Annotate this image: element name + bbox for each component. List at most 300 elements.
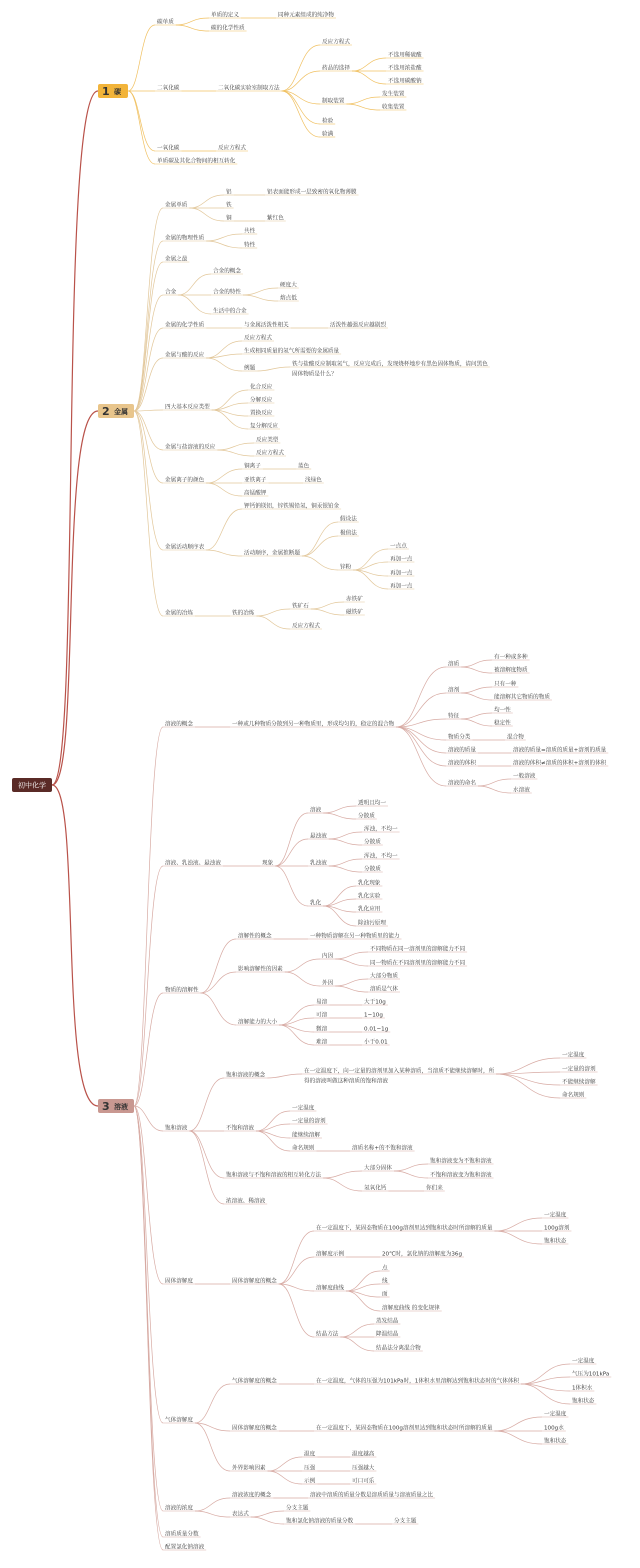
connector <box>394 1171 428 1178</box>
node-m2[interactable]: 金属的物理性质 <box>165 235 205 242</box>
connector <box>178 295 211 314</box>
connector <box>243 295 278 301</box>
node-m9b1[interactable]: 浅绿色 <box>305 477 322 484</box>
branch-number: 1 <box>102 85 110 98</box>
node-s4a3[interactable]: 一定温度 <box>562 1052 585 1059</box>
node-m4a[interactable]: 合金的概念 <box>213 268 241 275</box>
connector <box>461 660 492 667</box>
node-s4a5[interactable]: 不能继续溶解 <box>562 1079 596 1086</box>
node-m10b2[interactable]: 极值法 <box>340 530 357 537</box>
node-m1c1[interactable]: 紫红色 <box>267 215 284 222</box>
connector <box>134 1106 163 1511</box>
connector <box>478 779 511 786</box>
node-s3c3[interactable]: 微溶 <box>316 1026 328 1033</box>
node-m10b3d[interactable]: 再加一点 <box>390 583 413 590</box>
node-s4c1b[interactable]: 不饱和溶液变为饱和溶液 <box>430 1172 492 1179</box>
connector <box>178 274 211 295</box>
node-c1b[interactable]: 碳的化学性质 <box>211 25 245 32</box>
node-s2a1[interactable]: 溶液 <box>310 807 322 814</box>
node-s1a4[interactable]: 物质分类 <box>448 734 471 741</box>
node-s1a3a[interactable]: 均一性 <box>494 707 511 714</box>
connector <box>128 91 155 164</box>
node-s2a4d[interactable]: 除油污原理 <box>358 920 386 927</box>
node-s9[interactable]: 配置氯化钠溶液 <box>165 1544 205 1551</box>
node-s1a1[interactable]: 溶质 <box>448 661 460 668</box>
node-s2a2a[interactable]: 浑浊，不均一 <box>364 826 398 833</box>
connector <box>195 1423 230 1471</box>
node-c3a[interactable]: 反应方程式 <box>218 145 246 152</box>
connector <box>206 550 242 556</box>
node-s2[interactable]: 溶液、乳浊液、悬浊液 <box>165 860 221 867</box>
node-c2a2b[interactable]: 不选用浓盐酸 <box>388 65 422 72</box>
node-m10[interactable]: 金属活动顺序表 <box>165 544 205 551</box>
connector <box>279 1257 314 1284</box>
node-s4b2[interactable]: 一定量的溶剂 <box>292 1118 326 1125</box>
node-m9[interactable]: 金属离子的颜色 <box>165 477 205 484</box>
node-s2a3a[interactable]: 浑浊，不均一 <box>364 853 398 860</box>
connector <box>206 234 242 241</box>
node-m5a1[interactable]: 活泼性越强反应越剧烈 <box>330 322 386 329</box>
connector <box>461 693 492 700</box>
node-m1c[interactable]: 铜 <box>226 215 232 222</box>
node-s6c3[interactable]: 示例 <box>304 1478 316 1485</box>
node-m8[interactable]: 金属与盐溶液的反应 <box>165 444 216 451</box>
connector <box>189 195 224 208</box>
node-s3c[interactable]: 溶解能力的大小 <box>238 1019 278 1026</box>
node-s1a5[interactable]: 溶液的质量 <box>448 747 476 754</box>
connector <box>461 713 492 719</box>
node-s4a[interactable]: 饱和溶液的概念 <box>226 1072 266 1079</box>
node-s4b[interactable]: 不饱和溶液 <box>226 1125 254 1132</box>
node-s3b[interactable]: 影响溶解性的因素 <box>238 966 283 973</box>
node-s4b4a[interactable]: 溶质名称+的不饱和溶液 <box>352 1145 413 1152</box>
node-c2a3a[interactable]: 发生装置 <box>382 91 405 98</box>
node-m7d[interactable]: 复分解反应 <box>250 423 278 430</box>
connector <box>134 1106 163 1284</box>
node-s4b1[interactable]: 一定温度 <box>292 1105 315 1112</box>
node-m10b3b[interactable]: 再加一点 <box>390 556 413 563</box>
node-s6a1[interactable]: 在一定温度，气体的压强为101kPa时，1体积水里溶解达到饱和状态时的气体体积 <box>316 1378 520 1385</box>
connector <box>206 358 242 371</box>
node-s1a1b[interactable]: 被溶解度物质 <box>494 667 528 674</box>
connector <box>353 549 388 570</box>
node-s3b2[interactable]: 外因 <box>322 980 334 987</box>
branch-label: 碳 <box>114 88 121 96</box>
node-s6c1[interactable]: 温度 <box>304 1451 316 1458</box>
connector <box>195 1511 230 1517</box>
branch-3[interactable] <box>98 1099 134 1113</box>
node-s6a1b[interactable]: 气压为101kPa <box>572 1371 610 1378</box>
connector <box>311 602 344 609</box>
connector <box>134 727 163 1106</box>
connector <box>201 993 236 1025</box>
node-s3b1[interactable]: 内因 <box>322 953 334 960</box>
node-s4a1[interactable]: 在一定温度下，向一定量的溶剂里加入某种溶质，当溶质不能继续溶解时，所 <box>304 1068 495 1075</box>
node-s2a4[interactable]: 乳化 <box>310 900 322 907</box>
node-m10b3[interactable]: 锌粉 <box>340 564 352 571</box>
connector <box>217 443 254 450</box>
node-s2a3[interactable]: 乳浊液 <box>310 860 327 867</box>
node-s4c2a[interactable]: 你们来 <box>426 1185 443 1192</box>
connector <box>323 813 356 819</box>
node-c2a4[interactable]: 检验 <box>322 118 334 125</box>
node-m11a1a[interactable]: 赤铁矿 <box>346 596 363 603</box>
connector <box>353 570 388 589</box>
node-s1a4a[interactable]: 混合物 <box>507 734 524 741</box>
node-s7b2[interactable]: 饱和氯化钠溶液的质量分数 <box>286 1518 354 1525</box>
node-s7[interactable]: 溶液的浓度 <box>165 1505 193 1512</box>
node-s5a1b[interactable]: 100g溶剂 <box>544 1225 570 1232</box>
connector <box>275 839 308 866</box>
connector <box>279 1025 314 1045</box>
node-s3b1b[interactable]: 同一物质在不同溶剂里的溶解能力不同 <box>370 960 466 967</box>
node-s2a3b[interactable]: 分散质 <box>364 866 381 873</box>
node-s1a1a[interactable]: 有一种或多种 <box>494 654 528 661</box>
connector <box>279 1284 314 1337</box>
node-s6a1a[interactable]: 一定温度 <box>572 1358 595 1365</box>
node-s5a2a[interactable]: 20℃时，氯化钠的溶解度为36g <box>382 1251 463 1258</box>
node-s4c[interactable]: 饱和溶液与不饱和溶液的相互转化方法 <box>226 1172 322 1179</box>
connector <box>128 91 155 151</box>
node-m6c[interactable]: 例题 <box>244 365 256 372</box>
node-s6b1a[interactable]: 一定温度 <box>544 1411 567 1418</box>
node-s1a2a[interactable]: 只有一种 <box>494 681 517 688</box>
node-m11a1[interactable]: 铁矿石 <box>292 603 309 610</box>
node-s5[interactable]: 固体溶解度 <box>165 1278 193 1285</box>
node-s1a2[interactable]: 溶剂 <box>448 687 460 694</box>
node-s6c1a[interactable]: 温度越高 <box>352 1451 375 1458</box>
node-m4b[interactable]: 合金的特性 <box>213 289 241 296</box>
node-s6b1[interactable]: 在一定温度下，某固态物质在100g溶剂里达到饱和状态时所溶解的质量 <box>316 1425 493 1432</box>
node-s6b1c[interactable]: 饱和状态 <box>544 1438 567 1445</box>
node-s2a4c[interactable]: 乳化应用 <box>358 906 381 913</box>
node-c2[interactable]: 二氧化碳 <box>157 85 180 92</box>
node-s5a2[interactable]: 溶解度示例 <box>316 1251 344 1258</box>
node-m6c1[interactable]: 铁与盐酸反应制取氢气，反应完成后，发现烧杯地步有黑色固体物质，请问黑色 <box>292 361 488 368</box>
node-m5[interactable]: 金属的化学性质 <box>165 322 205 329</box>
node-m3[interactable]: 金属之最 <box>165 256 188 263</box>
node-s1a7b[interactable]: 水溶液 <box>513 787 530 794</box>
node-s6c3a[interactable]: 可口可乐 <box>352 1478 375 1485</box>
connector <box>521 1364 570 1384</box>
node-s6b[interactable]: 固体溶解度的概念 <box>232 1425 277 1432</box>
node-s3b2a[interactable]: 大部分物质 <box>370 973 398 980</box>
connector <box>176 18 209 25</box>
root-connector <box>52 411 98 785</box>
connector <box>275 866 308 906</box>
node-c2a3[interactable]: 制取装置 <box>322 98 345 105</box>
connector <box>251 1511 284 1517</box>
connector <box>329 866 362 872</box>
connector <box>346 1271 380 1291</box>
node-s3c3a[interactable]: 0.01~1g <box>364 1026 389 1033</box>
connector <box>279 1005 314 1025</box>
connector <box>346 97 380 104</box>
node-s5a4[interactable]: 结晶方法 <box>316 1331 339 1338</box>
connector <box>340 1337 374 1351</box>
node-s3b1a[interactable]: 不同物质在同一溶剂里的溶解能力不同 <box>370 946 466 953</box>
node-s1a[interactable]: 一种或几种物质分散到另一种物质里，形成均匀的，稳定的混合物 <box>232 721 395 728</box>
node-c1a[interactable]: 单质的定义 <box>211 12 239 19</box>
connector <box>311 609 344 615</box>
connector <box>478 786 511 793</box>
connector <box>282 91 320 124</box>
connector <box>521 1384 570 1404</box>
node-s6a1d[interactable]: 饱和状态 <box>572 1398 595 1405</box>
connector <box>323 886 356 906</box>
node-s8[interactable]: 溶质质量分数 <box>165 1531 199 1538</box>
branch-2[interactable] <box>98 404 134 418</box>
connector <box>494 1417 542 1431</box>
node-s4a2[interactable]: 得的溶液叫做这种溶质的饱和溶液 <box>304 1078 388 1085</box>
connector <box>352 58 386 71</box>
node-c3[interactable]: 一氧化碳 <box>157 145 180 152</box>
node-m11[interactable]: 金属的冶炼 <box>165 610 193 617</box>
node-s1a2b[interactable]: 能溶解其它物质的物质 <box>494 694 550 701</box>
node-s5a1c[interactable]: 饱和状态 <box>544 1238 567 1245</box>
connector <box>335 959 368 966</box>
node-m4c[interactable]: 生活中的合金 <box>213 308 247 315</box>
root-connector <box>52 785 98 1106</box>
node-s1a6a[interactable]: 溶液的体积≠溶质的体积+溶剂的体积 <box>513 760 607 767</box>
node-s1a3[interactable]: 特征 <box>448 713 460 720</box>
node-s5a3[interactable]: 溶解度曲线 <box>316 1285 344 1292</box>
node-c2a2c[interactable]: 不选用碳酸钠 <box>388 78 422 85</box>
node-m11a2[interactable]: 反应方程式 <box>292 623 320 630</box>
branch-number: 2 <box>102 405 110 418</box>
connector <box>461 719 492 726</box>
connector-lines <box>52 18 611 1550</box>
node-m10b3a[interactable]: 一点点 <box>390 543 407 550</box>
node-s5a4b[interactable]: 降温结晶 <box>376 1331 399 1338</box>
node-m4b2[interactable]: 熔点低 <box>280 295 297 302</box>
node-s2a2[interactable]: 悬浊液 <box>310 833 327 840</box>
connector <box>189 1078 224 1131</box>
nodes <box>12 11 609 1551</box>
node-m7a[interactable]: 化合反应 <box>250 384 273 391</box>
node-s5a4a[interactable]: 蒸发结晶 <box>376 1318 399 1325</box>
node-s5a3a[interactable]: 点 <box>382 1265 388 1272</box>
connector <box>256 609 290 616</box>
node-m4[interactable]: 合金 <box>165 289 177 296</box>
node-c4[interactable]: 单质碳及其化合物间的相互转化 <box>157 158 236 165</box>
connector <box>134 1106 163 1537</box>
node-s7b1[interactable]: 分支主题 <box>286 1505 309 1512</box>
node-s7a1[interactable]: 溶液中溶质的质量分数是溶质质量与溶液质量之比 <box>310 1492 434 1499</box>
connector <box>243 288 278 295</box>
node-s5a1a[interactable]: 一定温度 <box>544 1212 567 1219</box>
node-s2a4a[interactable]: 乳化现象 <box>358 880 381 887</box>
node-s5a1[interactable]: 在一定温度下，某固态物质在100g溶剂里达到饱和状态时所溶解的质量 <box>316 1225 493 1232</box>
node-s4b4[interactable]: 命名规则 <box>292 1145 315 1152</box>
connector <box>134 410 163 411</box>
connector <box>134 1106 163 1423</box>
connector <box>212 410 248 429</box>
connector <box>134 411 163 616</box>
node-m9b[interactable]: 亚铁离子 <box>244 477 267 484</box>
connector <box>176 25 209 31</box>
connector <box>195 1423 230 1431</box>
node-m10b1[interactable]: 假设法 <box>340 516 357 523</box>
connector <box>396 693 446 727</box>
node-s1a6[interactable]: 溶液的体积 <box>448 760 476 767</box>
node-c2a3b[interactable]: 收集装置 <box>382 104 405 111</box>
connector <box>285 972 320 986</box>
node-m1[interactable]: 金属单质 <box>165 202 188 209</box>
node-m7[interactable]: 四大基本反应类型 <box>165 404 210 411</box>
node-m9a[interactable]: 铜离子 <box>244 463 261 470</box>
node-m4b1[interactable]: 硬度大 <box>280 282 297 289</box>
node-s4c1a[interactable]: 饱和溶液变为不饱和溶液 <box>430 1158 492 1165</box>
node-m9a1[interactable]: 蓝色 <box>298 463 310 470</box>
connector <box>340 1324 374 1337</box>
connector <box>494 1218 542 1231</box>
node-s5a3c[interactable]: 面 <box>382 1291 388 1298</box>
node-s4b3[interactable]: 能继续溶解 <box>292 1132 320 1139</box>
connector <box>323 906 356 926</box>
node-s3c4[interactable]: 难溶 <box>316 1039 328 1046</box>
node-s3c1[interactable]: 易溶 <box>316 999 328 1006</box>
connector <box>394 1164 428 1171</box>
connector <box>335 986 368 992</box>
connector <box>217 450 254 456</box>
node-s4[interactable]: 饱和溶液 <box>165 1125 188 1132</box>
node-s6c2[interactable]: 压强 <box>304 1465 316 1472</box>
node-s4a6[interactable]: 命名规则 <box>562 1092 585 1099</box>
connector <box>496 1074 560 1085</box>
connector <box>134 411 163 483</box>
node-m7b[interactable]: 分解反应 <box>250 397 273 404</box>
node-s1[interactable]: 溶液的概念 <box>165 721 193 728</box>
node-m6b[interactable]: 生成相同质量的氢气所需要的金属质量 <box>244 348 340 355</box>
root-connector <box>52 91 98 785</box>
connector <box>206 241 242 248</box>
connector <box>323 1178 362 1191</box>
connector <box>302 556 338 570</box>
connector <box>496 1074 560 1098</box>
connector <box>494 1231 542 1244</box>
node-m10b[interactable]: 活动顺序，金属推断题 <box>244 550 300 557</box>
connector <box>461 667 492 673</box>
node-m2a[interactable]: 共性 <box>244 228 256 235</box>
connector <box>206 483 242 496</box>
node-s3[interactable]: 物质的溶解性 <box>165 987 199 994</box>
connector <box>302 536 338 556</box>
node-s6a[interactable]: 气体溶解度的概念 <box>232 1378 277 1385</box>
node-s1a7a[interactable]: 一般溶液 <box>513 773 536 780</box>
connector <box>195 1498 230 1511</box>
node-m1b[interactable]: 铁 <box>226 202 232 209</box>
connector <box>201 939 236 993</box>
node-s2a1a[interactable]: 透明且均一 <box>358 800 386 807</box>
node-s1a3b[interactable]: 稳定性 <box>494 720 511 727</box>
node-s1a7[interactable]: 溶液的命名 <box>448 780 476 787</box>
node-c2a2[interactable]: 药品的选择 <box>322 65 350 72</box>
branch-number: 3 <box>102 1100 110 1113</box>
node-m1a[interactable]: 铝 <box>226 189 232 196</box>
node-c2a2a[interactable]: 不选用稀硫酸 <box>388 52 422 59</box>
node-m10a[interactable]: 钾钙钠镁铝，锌铁锡铅氢，铜汞银铂金 <box>244 503 340 510</box>
connector <box>134 262 163 411</box>
node-m10b3c[interactable]: 再加一点 <box>390 570 413 577</box>
node-m8b[interactable]: 反应方程式 <box>256 450 284 457</box>
connector <box>279 1284 314 1291</box>
node-m2b[interactable]: 特性 <box>244 242 256 249</box>
node-s4a4[interactable]: 一定量的溶剂 <box>562 1066 596 1073</box>
node-s7a[interactable]: 溶液浓度的概念 <box>232 1492 272 1499</box>
node-s6[interactable]: 气体溶解度 <box>165 1417 193 1424</box>
node-s5a4c[interactable]: 结晶法分离混合物 <box>376 1345 421 1352</box>
node-c1[interactable]: 碳单质 <box>157 19 174 26</box>
node-s2a4b[interactable]: 乳化实验 <box>358 893 381 900</box>
connector <box>256 616 290 629</box>
node-s2a[interactable]: 现象 <box>262 860 274 867</box>
node-s5a3d[interactable]: 溶解度曲线 的变化规律 <box>382 1305 440 1312</box>
connector <box>201 972 236 993</box>
node-s3c2[interactable]: 可溶 <box>316 1012 328 1019</box>
connector <box>282 91 320 137</box>
connector <box>251 1517 284 1524</box>
node-s4c1[interactable]: 大部分固体 <box>364 1165 392 1172</box>
node-s2a2b[interactable]: 分散质 <box>364 839 381 846</box>
node-c2a[interactable]: 二氧化碳实验室制取方法 <box>218 85 280 92</box>
node-c2a1[interactable]: 反应方程式 <box>322 39 350 46</box>
node-s6c2a[interactable]: 压强越大 <box>352 1465 375 1472</box>
connector <box>134 1106 163 1550</box>
node-s3c2a[interactable]: 1~10g <box>364 1012 383 1019</box>
node-s5a3b[interactable]: 线 <box>382 1278 388 1285</box>
connector <box>285 959 320 972</box>
node-s6c[interactable]: 外界影响因素 <box>232 1465 266 1472</box>
node-c1a1[interactable]: 同种元素组成的纯净物 <box>278 12 334 19</box>
node-s7b[interactable]: 表达式 <box>232 1511 249 1518</box>
node-m6c2[interactable]: 固体物质是什么？ <box>292 371 337 378</box>
connector <box>268 1471 302 1484</box>
node-s2a1b[interactable]: 分散质 <box>358 813 375 820</box>
node-m6a[interactable]: 反应方程式 <box>244 335 272 342</box>
node-s3c1a[interactable]: 大于10g <box>364 999 386 1006</box>
node-m11a[interactable]: 铁的冶炼 <box>232 610 255 617</box>
node-s6b1b[interactable]: 100g水 <box>544 1425 564 1432</box>
node-s5a[interactable]: 固体溶解度的概念 <box>232 1278 277 1285</box>
connector <box>282 45 320 91</box>
node-m8a[interactable]: 反应类型 <box>256 437 279 444</box>
node-s7b2a[interactable]: 分支主题 <box>394 1518 417 1525</box>
node-m1a1[interactable]: 铝表面能形成一层致密的氧化物薄膜 <box>267 189 357 196</box>
node-s1a5a[interactable]: 溶液的质量=溶质的质量+溶剂的质量 <box>513 747 607 754</box>
node-m5a[interactable]: 与金属活泼性相关 <box>244 322 289 329</box>
connector <box>323 1171 362 1178</box>
node-s3a[interactable]: 溶解性的概念 <box>238 933 272 940</box>
root-node[interactable] <box>12 778 52 792</box>
connector <box>396 667 446 727</box>
node-s6a1c[interactable]: 1体积水 <box>572 1385 593 1392</box>
node-m9c[interactable]: 高锰酸钾 <box>244 490 267 497</box>
connector <box>461 687 492 693</box>
node-m7c[interactable]: 置换反应 <box>250 410 273 417</box>
node-s3c4a[interactable]: 小于0.01 <box>364 1039 388 1046</box>
node-s3b2b[interactable]: 溶质是气体 <box>370 986 398 993</box>
connector <box>268 1457 302 1471</box>
node-s3a1[interactable]: 一种物质溶解在另一种物质里的能力 <box>310 933 400 940</box>
node-s4d[interactable]: 浓溶液、稀溶液 <box>226 1198 266 1205</box>
node-m6[interactable]: 金属与酸的反应 <box>165 352 205 359</box>
connector <box>256 1131 290 1151</box>
node-c2a5[interactable]: 验满 <box>322 131 334 138</box>
node-m11a1b[interactable]: 磁铁矿 <box>346 609 363 616</box>
node-s4c2[interactable]: 氢氧化钙 <box>364 1185 387 1192</box>
branch-1[interactable] <box>98 84 128 98</box>
